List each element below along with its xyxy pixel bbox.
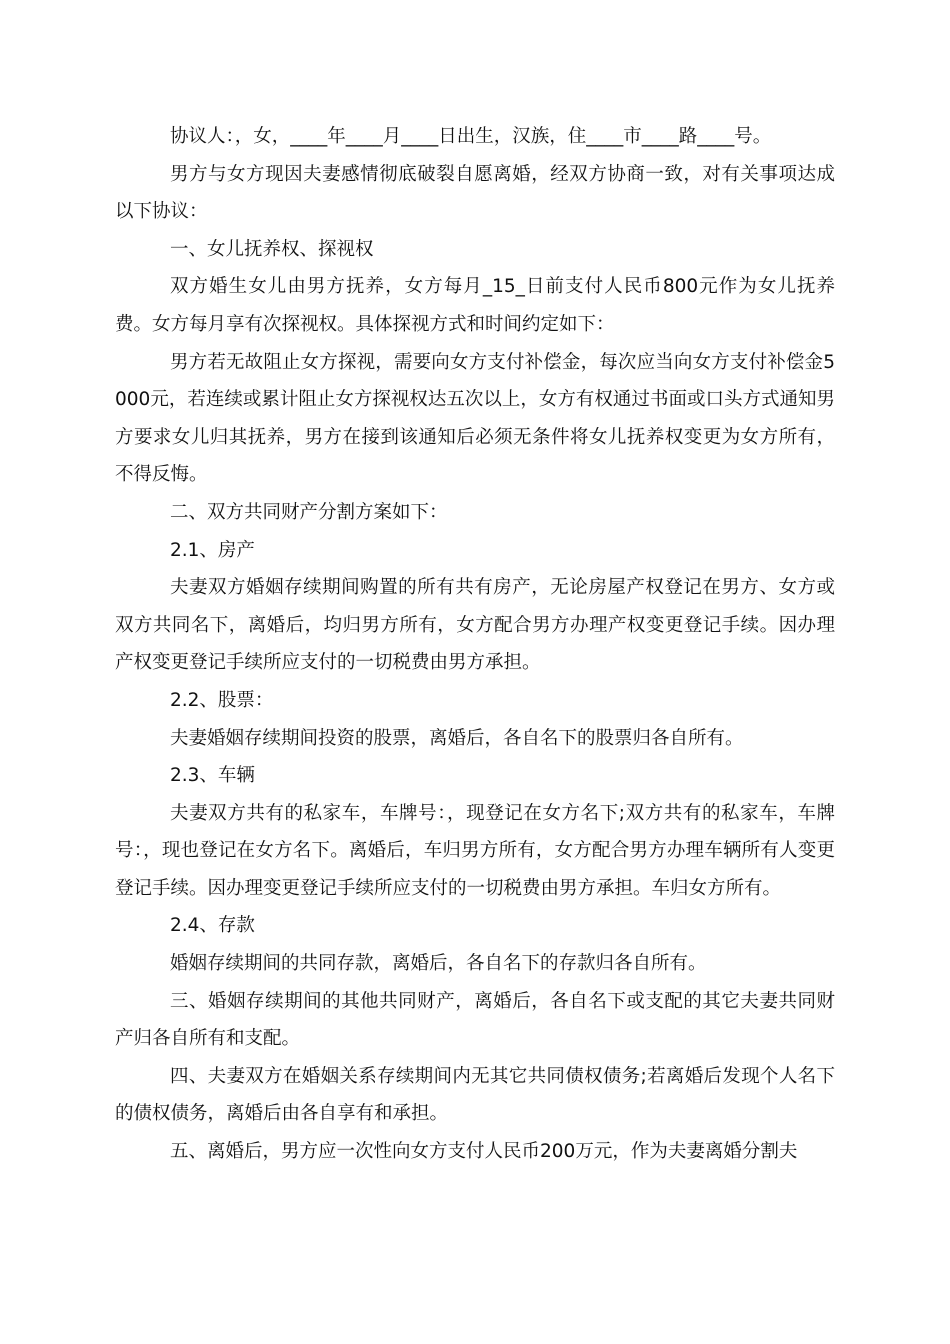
subheading-real-estate: 2.1、房产 [170, 539, 255, 561]
debts-paragraph: 四、夫妻双方在婚姻关系存续期间内无其它共同债权债务;若离婚后发现个人名下的债权债务，离婚后由各自享有和承担。 [115, 1065, 835, 1125]
section-heading-property: 二、双方共同财产分割方案如下： [170, 501, 448, 523]
real-estate-paragraph: 夫妻双方婚姻存续期间购置的所有共有房产，无论房屋产权登记在男方、女方或双方共同名下，离婚后，均归男方所有，女方配合男方办理产权变更登记手续。因办理产权变更登记手续所应支付的一切税费由男方承担。 [115, 577, 835, 674]
document-body [115, 118, 835, 1171]
subheading-deposits: 2.4、存款 [170, 915, 255, 937]
subheading-vehicles: 2.3、车辆 [170, 765, 255, 787]
section-heading-custody: 一、女儿抚养权、探视权 [170, 238, 374, 260]
stocks-paragraph: 夫妻婚姻存续期间投资的股票，离婚后，各自名下的股票归各自所有。 [170, 727, 744, 749]
vehicles-paragraph: 夫妻双方共有的私家车，车牌号：，现登记在女方名下;双方共有的私家车，车牌号：，现也登记在女方名下。离婚后，车归男方所有，女方配合男方办理车辆所有人变更登记手续。因办理变更登记手续所应支付的一切税费由男方承担。车归女方所有。 [115, 802, 835, 899]
custody-paragraph: 双方婚生女儿由男方抚养，女方每月_15_日前支付人民币800元作为女儿抚养费。女方每月享有次探视权。具体探视方式和时间约定如下： [115, 276, 835, 335]
visitation-compensation-paragraph: 男方若无故阻止女方探视，需要向女方支付补偿金，每次应当向女方支付补偿金5000元，若连续或累计阻止女方探视权达五次以上，女方有权通过书面或口头方式通知男方要求女儿归其抚养，男方在接到该通知后必须无条件将女儿抚养权变更为女方所有，不得反悔。 [115, 351, 835, 486]
other-property-paragraph: 三、婚姻存续期间的其他共同财产，离婚后，各自名下或支配的其它夫妻共同财产归各自所有和支配。 [115, 990, 835, 1050]
deposits-paragraph: 婚姻存续期间的共同存款，离婚后，各自名下的存款归各自所有。 [170, 953, 707, 975]
party-info-paragraph: 协议人：，女，____年____月____日出生，汉族，住____市____路____号。 [170, 126, 772, 147]
payment-paragraph: 五、离婚后，男方应一次性向女方支付人民币200万元，作为夫妻离婚分割夫 [170, 1141, 798, 1163]
preamble-paragraph: 男方与女方现因夫妻感情彻底破裂自愿离婚，经双方协商一致，对有关事项达成以下协议： [115, 163, 835, 223]
subheading-stocks: 2.2、股票： [170, 689, 274, 711]
